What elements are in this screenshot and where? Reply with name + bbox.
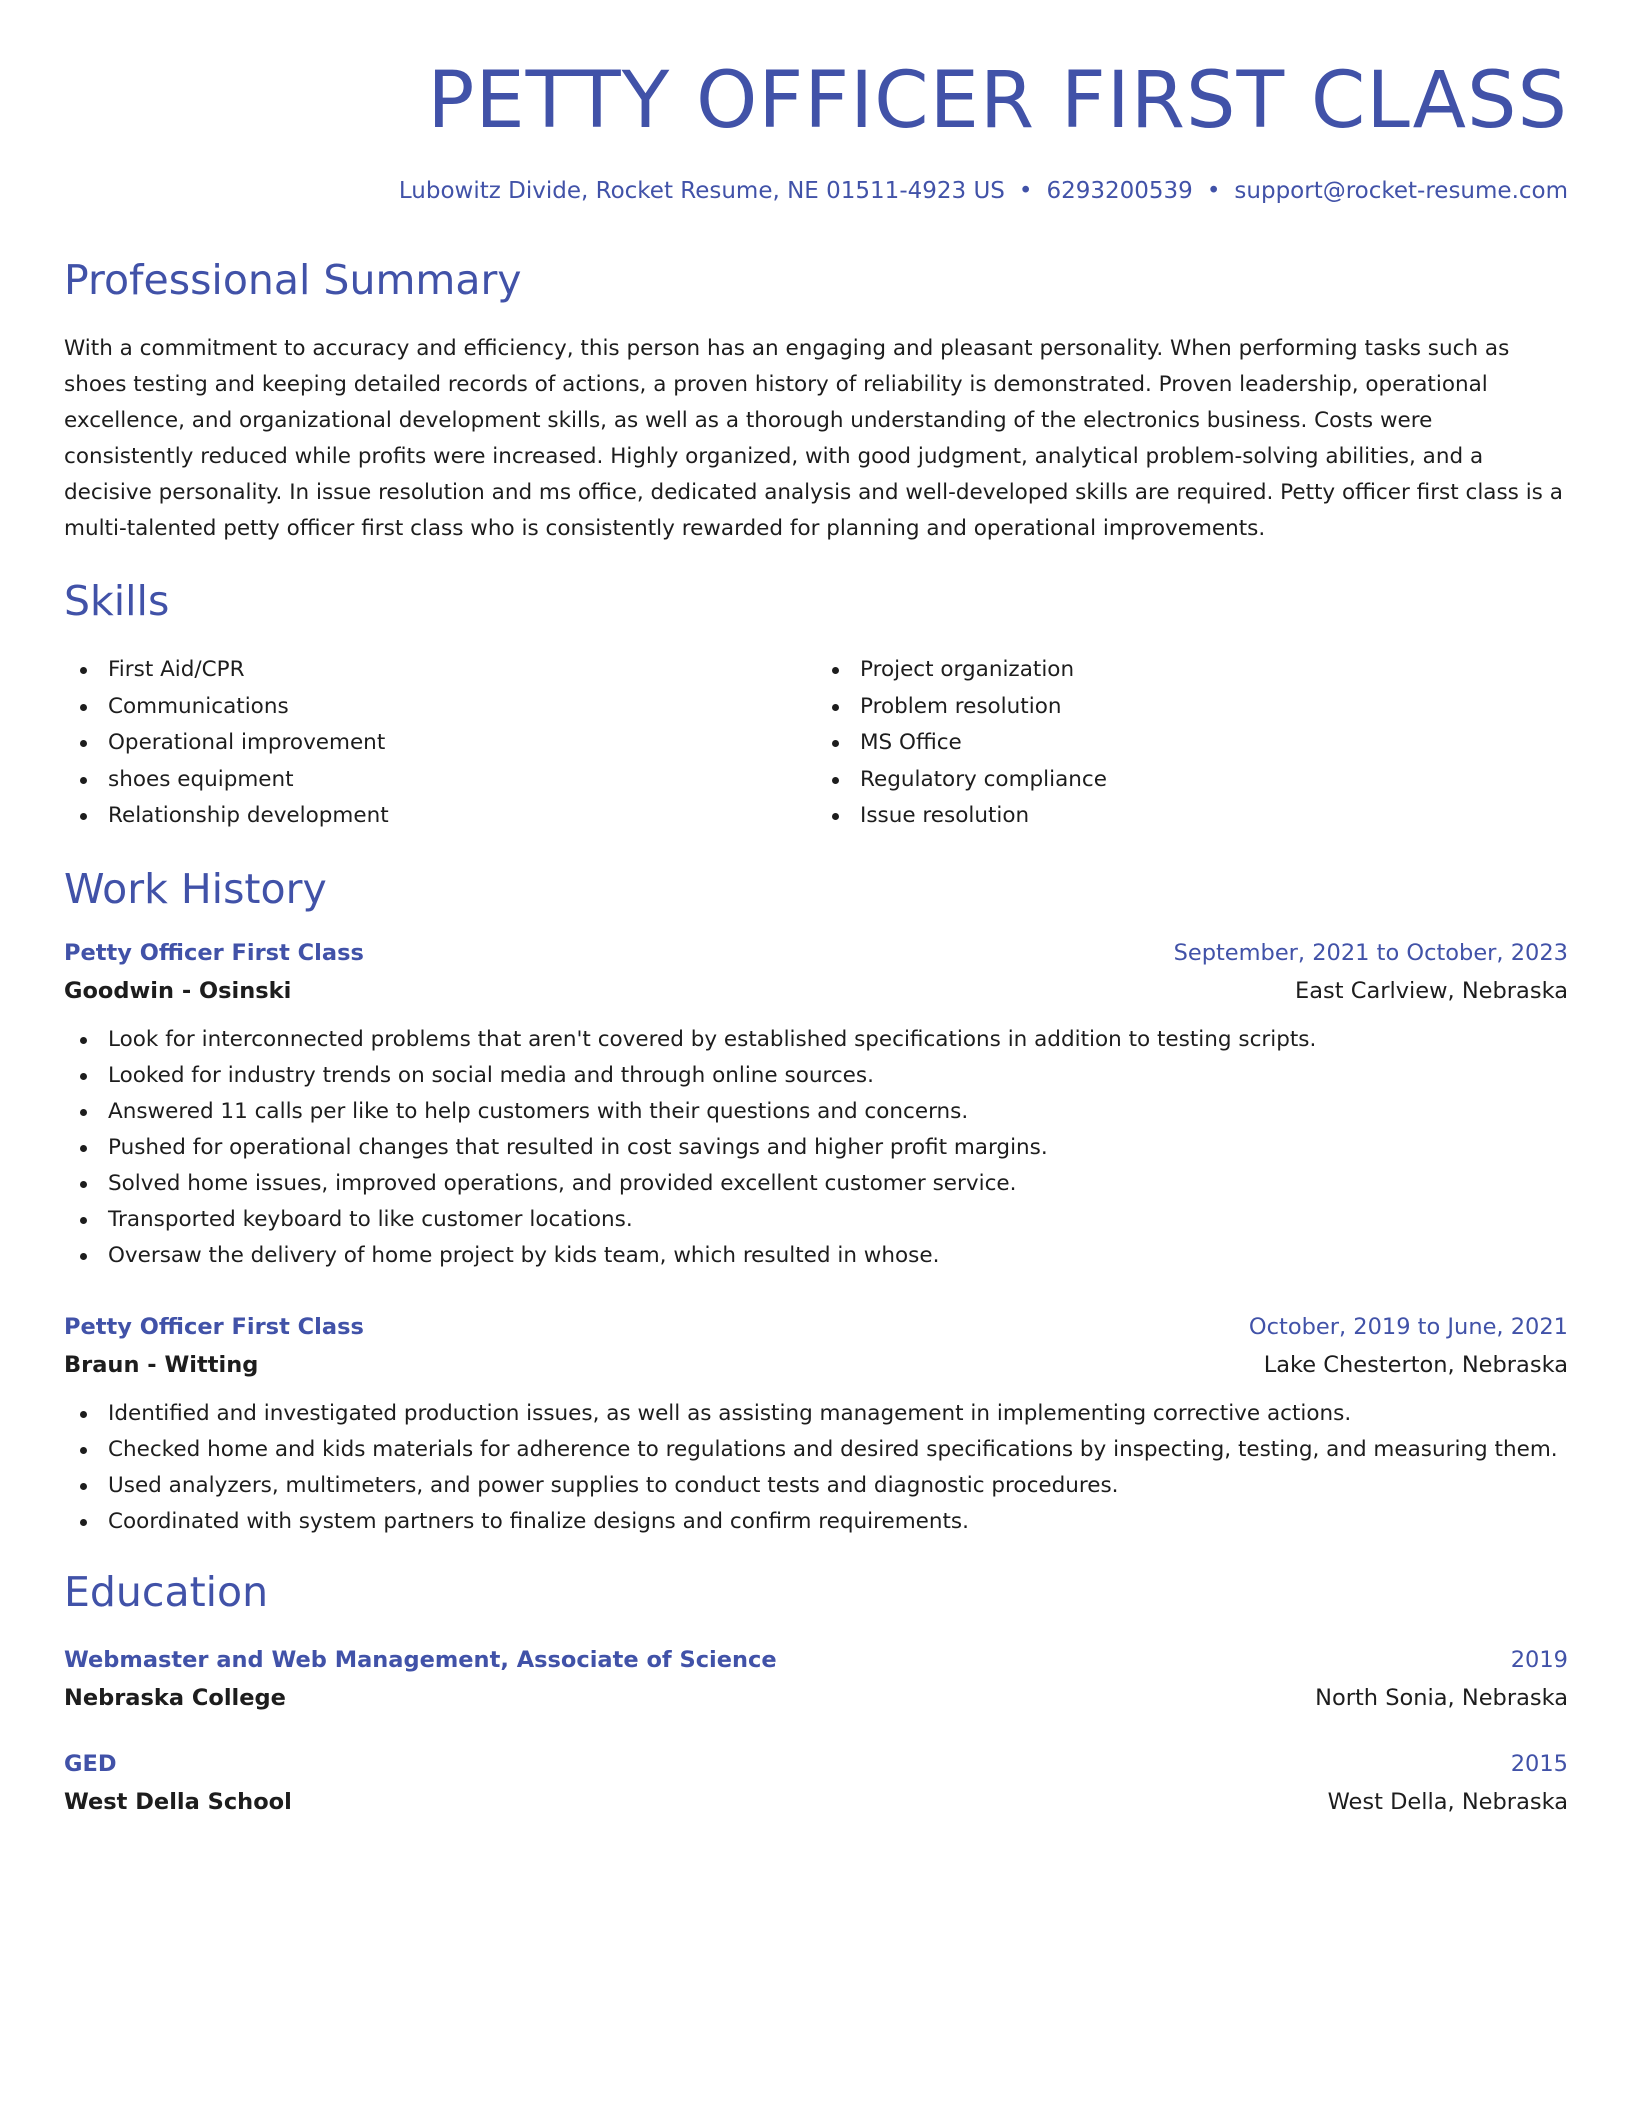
skill-item: shoes equipment xyxy=(64,762,816,799)
education-section xyxy=(64,1567,1568,1815)
job-bullet: Identified and investigated production issues, as well as assisting management in implementing corrective actions. xyxy=(64,1396,1568,1432)
school-name: West Della School xyxy=(64,1788,292,1815)
school-location: North Sonia, Nebraska xyxy=(1315,1684,1568,1711)
job-bullet: Answered 11 calls per like to help customers with their questions and concerns. xyxy=(64,1094,1568,1130)
skills-heading: Skills xyxy=(64,577,170,625)
education-heading: Education xyxy=(64,1567,269,1616)
job-company-row xyxy=(64,978,1568,1004)
degree-row xyxy=(64,1751,1568,1777)
education-entry xyxy=(64,1751,1568,1815)
skill-item: Project organization xyxy=(816,652,1568,689)
summary-heading: Professional Summary xyxy=(64,256,522,304)
job-entry xyxy=(64,1314,1568,1540)
skill-item: Problem resolution xyxy=(816,689,1568,726)
skills-section xyxy=(64,577,1568,835)
work-history-heading: Work History xyxy=(64,864,327,913)
contact-phone[interactable]: 6293200539 xyxy=(1046,178,1193,204)
skills-columns xyxy=(64,652,1568,835)
degree-name: GED xyxy=(64,1750,117,1777)
school-row xyxy=(64,1685,1568,1711)
skill-item: Issue resolution xyxy=(816,798,1568,835)
job-location: Lake Chesterton, Nebraska xyxy=(1263,1351,1568,1378)
contact-email[interactable]: support@rocket-resume.com xyxy=(1234,178,1568,204)
school-location: West Della, Nebraska xyxy=(1327,1788,1568,1815)
job-title-row xyxy=(64,940,1568,966)
job-dates: October, 2019 to June, 2021 xyxy=(1248,1313,1568,1340)
job-bullets xyxy=(64,1396,1568,1540)
job-bullet: Pushed for operational changes that resulted in cost savings and higher profit margins. xyxy=(64,1130,1568,1166)
summary-text: With a commitment to accuracy and efficiency, this person has an engaging and pleasant personality. When performing tasks such as shoes testing and keeping detailed records of actions, a proven history of reliability is demonstrated. Proven leadership, operational excellence, and organizational development skills, as well as a thorough understanding of the electronics business. Costs were consistently reduced while profits were increased. Highly organized, with good judgment, analytical problem-solving abilities, and a decisive personality. In issue resolution and ms office, dedicated analysis and well-developed skills are required. Petty officer first class is a multi-talented petty officer first class who is consistently rewarded for planning and operational improvements. xyxy=(64,336,1563,541)
candidate-name: PETTY OFFICER FIRST CLASS xyxy=(427,56,1568,146)
skill-item: MS Office xyxy=(816,725,1568,762)
skill-item: Regulatory compliance xyxy=(816,762,1568,799)
skill-item: First Aid/CPR xyxy=(64,652,816,689)
job-bullet: Solved home issues, improved operations, and provided excellent customer service. xyxy=(64,1166,1568,1202)
contact-separator: • xyxy=(1018,178,1033,204)
skills-list-left xyxy=(64,652,816,835)
work-history-section xyxy=(64,864,1568,1540)
skill-item: Operational improvement xyxy=(64,725,816,762)
job-bullet: Oversaw the delivery of home project by kids team, which resulted in whose. xyxy=(64,1238,1568,1274)
school-name: Nebraska College xyxy=(64,1684,286,1711)
degree-row xyxy=(64,1647,1568,1673)
education-entry xyxy=(64,1647,1568,1711)
contact-separator: • xyxy=(1206,178,1221,204)
skill-item: Communications xyxy=(64,689,816,726)
job-company: Goodwin - Osinski xyxy=(64,977,292,1004)
contact-address: Lubowitz Divide, Rocket Resume, NE 01511-4923 US xyxy=(398,178,1005,204)
school-row xyxy=(64,1789,1568,1815)
job-location: East Carlview, Nebraska xyxy=(1295,977,1568,1004)
skill-item: Relationship development xyxy=(64,798,816,835)
job-bullet: Checked home and kids materials for adherence to regulations and desired specifications by inspecting, testing, and measuring them. xyxy=(64,1432,1568,1468)
summary-section xyxy=(64,256,1568,547)
job-bullets xyxy=(64,1022,1568,1274)
job-title-row xyxy=(64,1314,1568,1340)
job-bullet: Coordinated with system partners to finalize designs and confirm requirements. xyxy=(64,1504,1568,1540)
job-title: Petty Officer First Class xyxy=(64,1313,364,1340)
degree-name: Webmaster and Web Management, Associate of Science xyxy=(64,1646,777,1673)
job-bullet: Look for interconnected problems that aren't covered by established specifications in addition to testing scripts. xyxy=(64,1022,1568,1058)
job-dates: September, 2021 to October, 2023 xyxy=(1173,939,1568,966)
resume-header xyxy=(64,0,1568,204)
graduation-year: 2019 xyxy=(1510,1646,1568,1673)
job-company: Braun - Witting xyxy=(64,1351,259,1378)
job-entry xyxy=(64,940,1568,1274)
job-title: Petty Officer First Class xyxy=(64,939,364,966)
job-company-row xyxy=(64,1352,1568,1378)
contact-line xyxy=(64,178,1568,204)
graduation-year: 2015 xyxy=(1510,1750,1568,1777)
skills-list-right xyxy=(816,652,1568,835)
job-bullet: Looked for industry trends on social media and through online sources. xyxy=(64,1058,1568,1094)
job-bullet: Used analyzers, multimeters, and power supplies to conduct tests and diagnostic procedures. xyxy=(64,1468,1568,1504)
job-bullet: Transported keyboard to like customer locations. xyxy=(64,1202,1568,1238)
